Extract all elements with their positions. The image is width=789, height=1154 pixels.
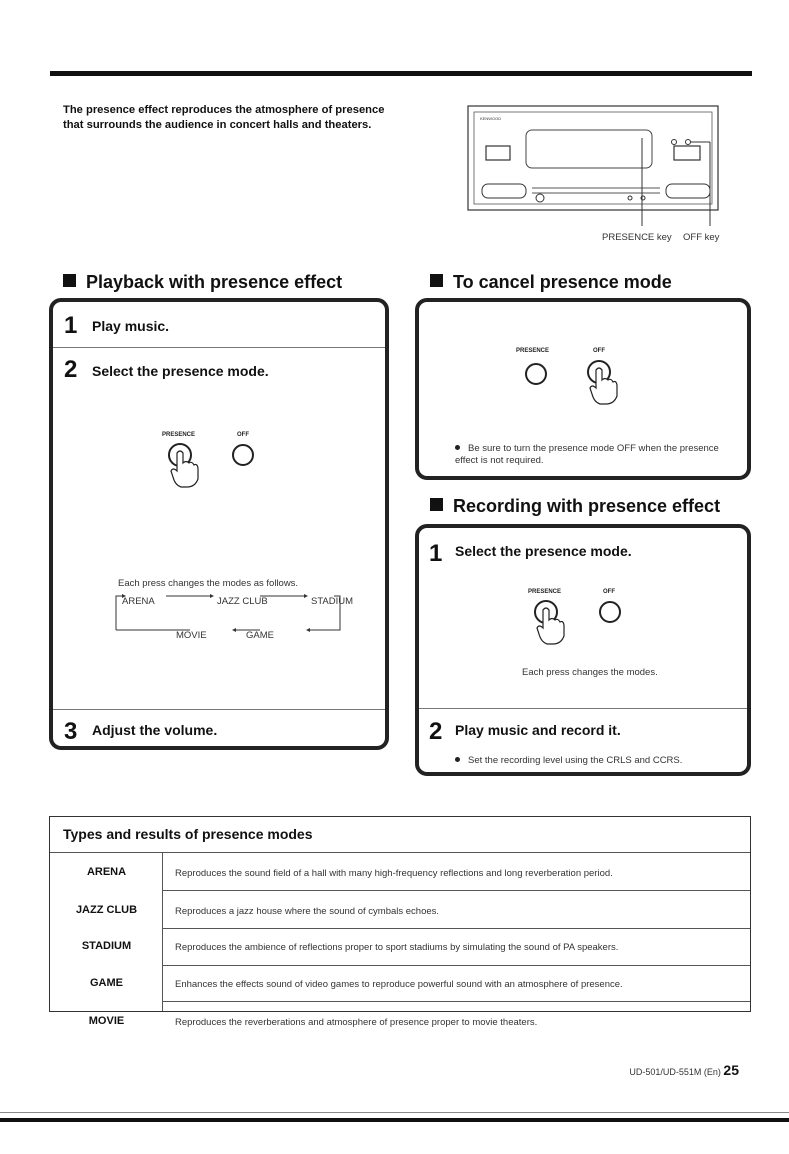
recording-step1-number: 1 xyxy=(429,540,443,567)
cancel-note: Be sure to turn the presence mode OFF when the presence effect is not required. xyxy=(455,443,719,466)
playback-step1-title: Play music. xyxy=(92,318,170,334)
presence-hand-press-icon xyxy=(165,441,205,493)
mode-desc-stadium: Reproduces the ambience of reflections proper to sport stadiums by simulating the sound of PA speakers. xyxy=(175,942,619,953)
cancel-heading: To cancel presence mode xyxy=(430,272,672,293)
mode-name-game: GAME xyxy=(90,977,123,989)
cycle-arena: ARENA xyxy=(122,596,155,607)
bullet-square-icon xyxy=(430,274,443,287)
presence-button-label: PRESENCE xyxy=(516,348,550,354)
bottom-rule-thin xyxy=(0,1112,789,1113)
bullet-dot-icon xyxy=(455,445,460,450)
mode-desc-game: Enhances the effects sound of video games to reproduce powerful sound with an atmosphere of presence. xyxy=(175,979,623,990)
mode-name-arena: ARENA xyxy=(86,866,127,878)
off-button-icon xyxy=(231,443,255,467)
playback-step3-title: Adjust the volume. xyxy=(92,722,218,738)
off-hand-press-icon xyxy=(584,358,624,410)
device-illustration xyxy=(460,100,730,248)
recording-step2-title: Play music and record it. xyxy=(455,722,621,738)
cycle-stadium: STADIUM xyxy=(311,596,354,607)
recording-caption: Each press changes the modes. xyxy=(522,667,658,678)
mode-name-movie: MOVIE xyxy=(88,1015,125,1027)
mode-name-stadium: STADIUM xyxy=(81,940,132,952)
bottom-rule xyxy=(0,1118,789,1122)
mode-desc-jazz-club: Reproduces a jazz house where the sound of cymbals echoes. xyxy=(175,906,440,917)
bullet-dot-icon xyxy=(455,757,460,762)
playback-heading: Playback with presence effect xyxy=(63,272,342,293)
off-button-label: OFF xyxy=(593,348,605,354)
playback-step3-number: 3 xyxy=(64,718,78,745)
cycle-caption: Each press changes the modes as follows. xyxy=(118,578,299,589)
recording-step2-number: 2 xyxy=(429,718,443,745)
intro-text: The presence effect reproduces the atmosphere of presence that surrounds the audience in concert halls and theaters. xyxy=(63,104,385,131)
recording-panel xyxy=(415,524,751,776)
table-row-divider xyxy=(162,1001,750,1002)
off-key-label: OFF key xyxy=(683,232,720,243)
presence-button-label: PRESENCE xyxy=(528,589,562,595)
recording-note: Set the recording level using the CRLS and CCRS. xyxy=(455,755,682,767)
table-row-divider xyxy=(162,965,750,966)
playback-step1-number: 1 xyxy=(64,312,78,339)
playback-step2-title: Select the presence mode. xyxy=(92,363,269,379)
top-rule xyxy=(50,71,752,76)
recording-step1-title: Select the presence mode. xyxy=(455,543,632,559)
device-brand: KENWOOD xyxy=(480,116,502,121)
playback-step2-number: 2 xyxy=(64,356,78,383)
presence-key-label: PRESENCE key xyxy=(602,232,672,243)
mode-desc-arena: Reproduces the sound field of a hall with many high-frequency reflections and long reverberation period. xyxy=(175,868,613,879)
recording-heading: Recording with presence effect xyxy=(430,496,720,517)
off-button-icon xyxy=(598,600,622,624)
cycle-jazz-club: JAZZ CLUB xyxy=(217,596,268,607)
table-row-divider xyxy=(162,928,750,929)
table-row-divider xyxy=(50,852,750,853)
mode-name-jazz-club: JAZZ CLUB xyxy=(75,904,138,916)
off-button-label: OFF xyxy=(237,432,249,438)
cycle-game: GAME xyxy=(246,630,274,641)
divider xyxy=(419,708,747,709)
divider xyxy=(53,709,385,710)
presence-hand-press-icon xyxy=(531,598,571,650)
table-row-divider xyxy=(162,890,750,891)
presence-button-label: PRESENCE xyxy=(162,432,196,438)
page-number: 25 xyxy=(723,1062,739,1078)
cycle-movie: MOVIE xyxy=(176,630,207,641)
model-number: UD-501/UD-551M (En) xyxy=(629,1067,721,1077)
divider xyxy=(53,347,385,348)
off-button-label: OFF xyxy=(603,589,615,595)
page-footer xyxy=(629,1062,739,1078)
mode-desc-movie: Reproduces the reverberations and atmosphere of presence proper to movie theaters. xyxy=(175,1017,538,1028)
bullet-square-icon xyxy=(63,274,76,287)
table-column-divider xyxy=(162,852,163,1011)
modes-table-title: Types and results of presence modes xyxy=(63,826,313,842)
bullet-square-icon xyxy=(430,498,443,511)
presence-button-icon xyxy=(523,361,549,387)
